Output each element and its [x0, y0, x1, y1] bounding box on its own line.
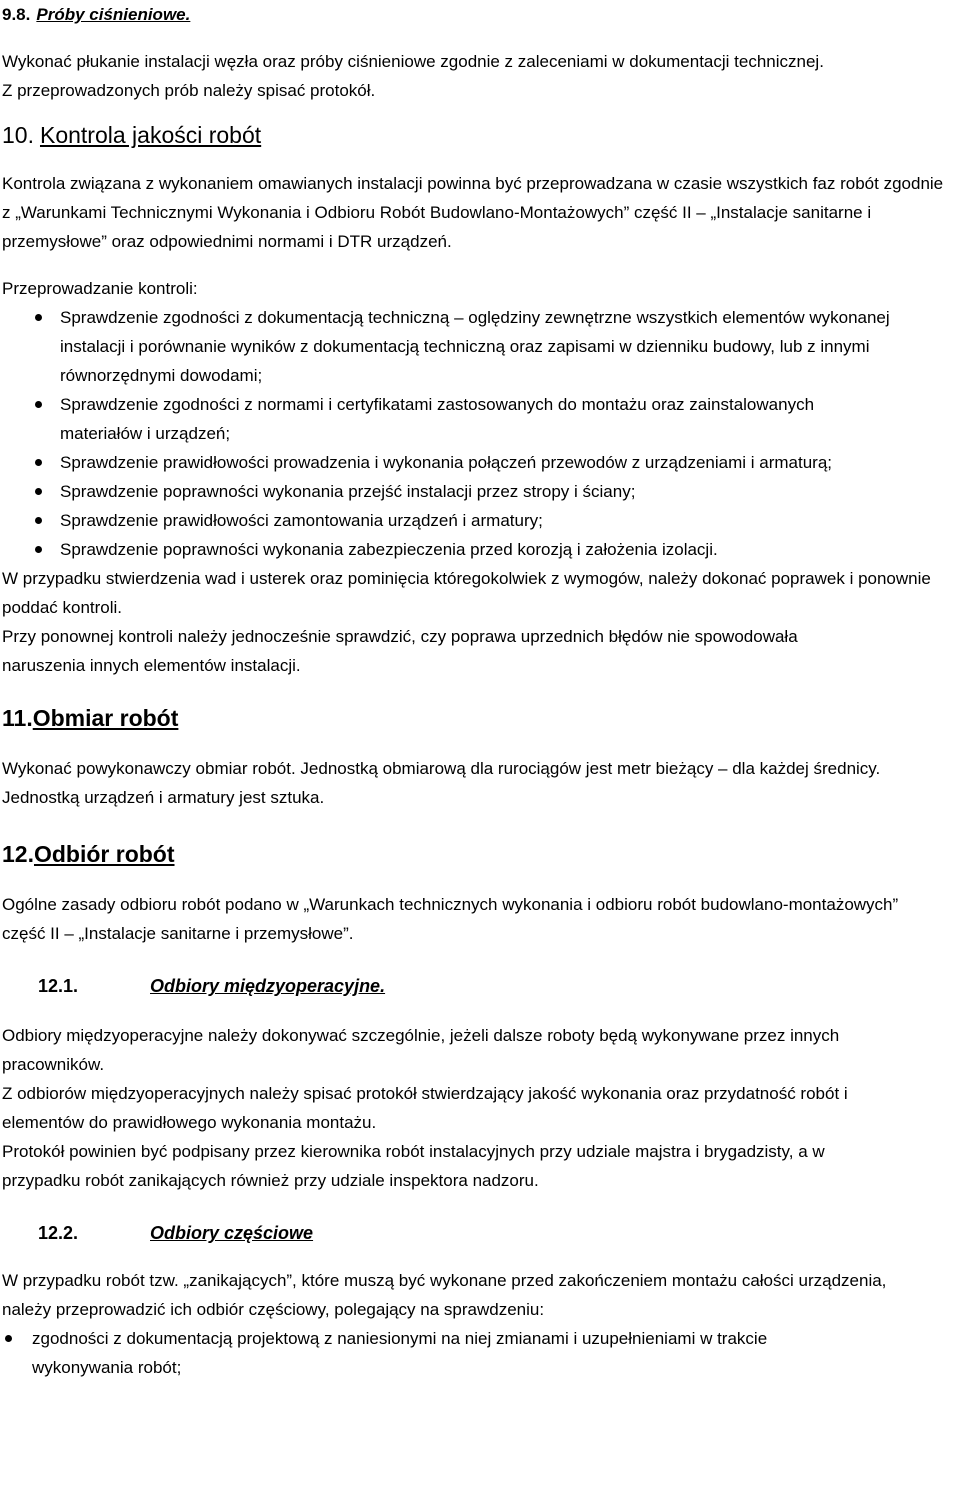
- list-item: Sprawdzenie prawidłowości zamontowania urządzeń i armatury;: [2, 506, 954, 535]
- section-title: Odbiory międzyoperacyjne.: [150, 976, 386, 996]
- section-title: Kontrola jakości robót: [39, 122, 262, 148]
- list-item: Sprawdzenie zgodności z normami i certyfikatami zastosowanych do montażu oraz zainstalowanych materiałów i urządzeń;: [2, 390, 954, 448]
- section-number: 12.1.: [38, 976, 79, 996]
- section-title: Odbiory częściowe: [150, 1223, 314, 1243]
- paragraph: Przeprowadzanie kontroli:: [2, 279, 198, 298]
- control-checklist: [2, 303, 954, 564]
- paragraph: Z odbiorów międzyoperacyjnych należy spisać protokół stwierdzający jakość wykonania oraz przydatność robót i elementów do prawidłowego wykonania montażu.: [2, 1084, 848, 1132]
- section-title: Obmiar robót: [32, 705, 179, 731]
- section-12-heading: [2, 838, 954, 870]
- section-11-heading: [2, 702, 954, 734]
- section-number: 10.: [2, 122, 34, 148]
- list-item: Sprawdzenie poprawności wykonania zabezpieczenia przed korozją i założenia izolacji.: [2, 535, 954, 564]
- section-12-2-heading: [2, 1219, 954, 1248]
- paragraph: Odbiory międzyoperacyjne należy dokonywać szczególnie, jeżeli dalsze roboty będą wykonywane przez innych pracowników.: [2, 1026, 840, 1074]
- section-number: 12.2.: [38, 1223, 79, 1243]
- paragraph: W przypadku robót tzw. „zanikających”, które muszą być wykonane przed zakończeniem montażu całości urządzenia, należy przeprowadzić ich odbiór częściowy, polegający na sprawdzeniu:: [2, 1271, 887, 1319]
- list-item: Sprawdzenie poprawności wykonania przejść instalacji przez stropy i ściany;: [2, 477, 954, 506]
- section-number: 9.8.: [2, 5, 31, 24]
- section-10-heading: [2, 119, 954, 151]
- paragraph: Ogólne zasady odbioru robót podano w „Warunkach technicznych wykonania i odbioru robót budowlano-montażowych” część II – „Instalacje sanitarne i przemysłowe”.: [2, 895, 899, 943]
- paragraph: Wykonać płukanie instalacji węzła oraz próby ciśnieniowe zgodnie z zaleceniami w dokumentacji technicznej. Z przeprowadzonych prób należy spisać protokół.: [2, 52, 824, 100]
- paragraph: Przy ponownej kontroli należy jednocześnie sprawdzić, czy poprawa uprzednich błędów nie spowodowała naruszenia innych elementów instalacji.: [2, 627, 798, 675]
- section-number: 12.: [2, 841, 34, 867]
- section-12-1-heading: [2, 972, 954, 1001]
- paragraph: Protokół powinien być podpisany przez kierownika robót instalacyjnych przy udziale majstra i brygadzisty, a w przypadku robót zanikających również przy udziale inspektora nadzoru.: [2, 1142, 825, 1190]
- list-item: Sprawdzenie prawidłowości prowadzenia i wykonania połączeń przewodów z urządzeniami i armaturą;: [2, 448, 954, 477]
- section-9-8-heading: [2, 0, 954, 29]
- paragraph: Wykonać powykonawczy obmiar robót. Jednostką obmiarową dla rurociągów jest metr bieżący – dla każdej średnicy. Jednostką urządzeń i armatury jest sztuka.: [2, 759, 881, 807]
- partial-acceptance-checklist: [2, 1324, 954, 1382]
- section-number: 11.: [2, 705, 33, 731]
- section-title: Próby ciśnieniowe.: [36, 5, 191, 24]
- list-item: Sprawdzenie zgodności z dokumentacją techniczną – oględziny zewnętrzne wszystkich elementów wykonanej instalacji i porównanie wyników z dokumentacją techniczną oraz zapisami w dzienniku budowy, lub z innymi równorzędnymi dowodami;: [2, 303, 954, 390]
- list-item: zgodności z dokumentacją projektową z naniesionymi na niej zmianami i uzupełnieniami w trakcie wykonywania robót;: [2, 1324, 872, 1382]
- section-title: Odbiór robót: [33, 841, 175, 867]
- paragraph: Kontrola związana z wykonaniem omawianych instalacji powinna być przeprowadzana w czasie wszystkich faz robót zgodnie z „Warunkami Technicznymi Wykonania i Odbioru Robót Budowlano-Montażowych” część II – „Instalacje sanitarne i przemysłowe” oraz odpowiednimi normami i DTR urządzeń.: [2, 174, 944, 251]
- paragraph: W przypadku stwierdzenia wad i usterek oraz pominięcia któregokolwiek z wymogów, należy dokonać poprawek i ponownie poddać kontroli.: [2, 569, 931, 617]
